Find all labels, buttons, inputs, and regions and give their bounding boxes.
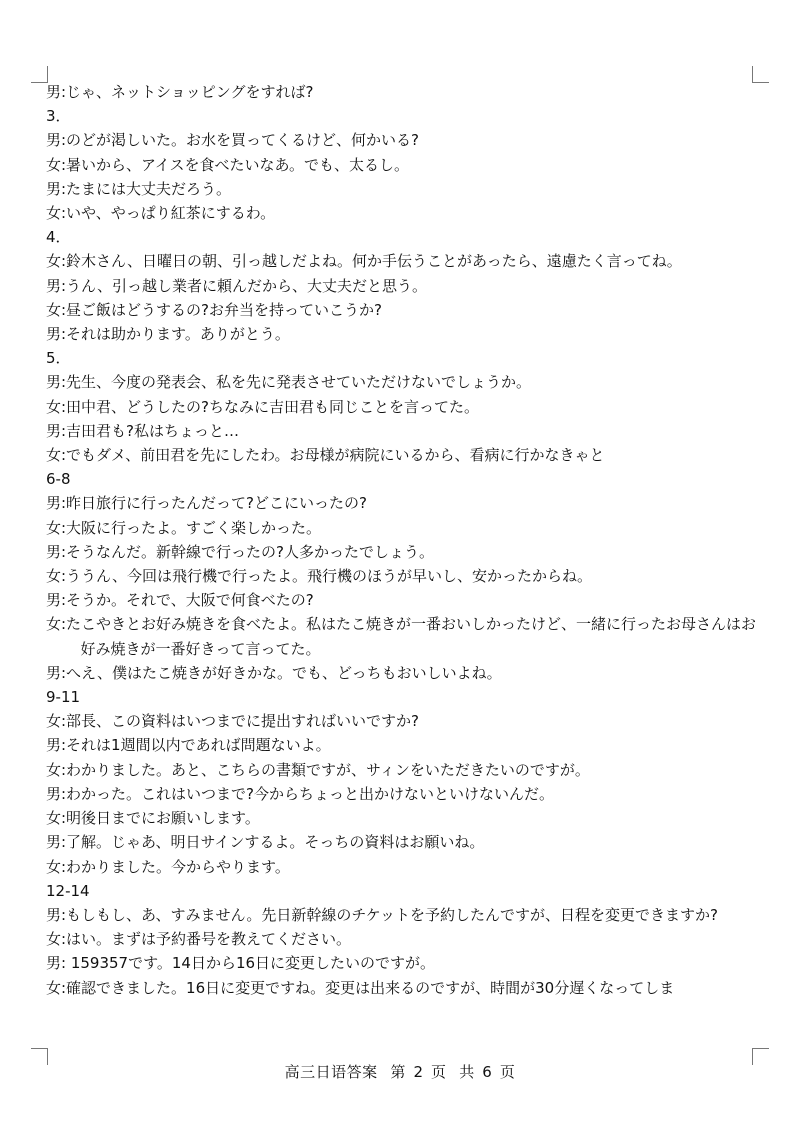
text-line: 男:それは1週間以内であれば問題ないよ。 — [46, 736, 331, 755]
section-number: 12-14 — [46, 881, 90, 900]
text-line: 女:でもダメ、前田君を先にしたわ。お母様が病院にいるから、看病に行かなきゃと — [46, 446, 605, 465]
text-line: 女:大阪に行ったよ。すごく楽しかった。 — [46, 518, 322, 537]
section-number: 4． — [46, 228, 71, 247]
text-line: 女:たこやきとお好み焼きを食べたよ。私はたこ焼きが一番おいしかったけど、一緒に行ったお母さんはお好み焼きが一番好きって言ってた。 — [46, 615, 757, 658]
text-line: 女:ううん、今回は飛行機で行ったよ。飛行機のほうが早いし、安かったからね。 — [46, 567, 592, 586]
text-line: 男:じゃ、ネットショッピングをすれば? — [46, 83, 314, 101]
text-line: 男:たまには大丈夫だろう。 — [46, 179, 232, 198]
text-line: 女:いや、やっぱり紅茶にするわ。 — [46, 204, 276, 223]
footer-page-unit: 页 — [430, 1063, 447, 1081]
text-line: 男:そうか。それで、大阪で何食べたの? — [46, 591, 314, 610]
section-number: 6-8 — [46, 470, 71, 489]
footer-total-prefix: 共 — [459, 1063, 475, 1081]
text-line: 女:田中君、どうしたの?ちなみに吉田君も同じことを言ってた。 — [46, 397, 480, 416]
text-line: 男:へえ、僕はたこ焼きが好きかな。でも、どっちもおいしいよね。 — [46, 663, 502, 682]
document-body — [46, 80, 758, 1000]
text-line: 女:部長、この資料はいつまでに提出すればいいですか? — [46, 712, 420, 731]
footer-page-prefix: 第 — [390, 1063, 406, 1081]
text-line: 男:了解。じゃあ、明日サインするよ。そっちの資料はお願いね。 — [46, 833, 485, 852]
text-line: 女:鈴木さん、日曜日の朝、引っ越しだよね。何か手伝うことがあったら、遠慮たく言ってね。 — [46, 252, 682, 271]
section-number: 3． — [46, 107, 71, 126]
footer-total-pages: 6 — [482, 1063, 493, 1081]
text-line: 男:もしもし、あ、すみません。先日新幹線のチケットを予約したんですが、日程を変更できますか? — [46, 905, 718, 924]
footer-title: 高三日语答案 — [284, 1063, 378, 1081]
section-number: 5． — [46, 349, 71, 368]
text-line: 男:それは助かります。ありがとう。 — [46, 325, 290, 344]
text-line: 女:明後日までにお願いします。 — [46, 809, 260, 828]
text-line: 男:わかった。これはいつまで?今からちょっと出かけないといけないんだ。 — [46, 784, 555, 803]
text-line: 男:昨日旅行に行ったんだって?どこにいったの? — [46, 494, 367, 513]
text-line: 女:わかりました。あと、こちらの書類ですが、サィンをいただきたいのですが。 — [46, 760, 590, 779]
footer-total-unit: 页 — [499, 1063, 516, 1081]
page-footer — [0, 1061, 800, 1082]
text-line: 男:そうなんだ。新幹線で行ったの?人多かったでしょう。 — [46, 542, 435, 561]
text-line: 男: 159357です。14日から16日に変更したいのですが。 — [46, 954, 436, 973]
section-number: 9-11 — [46, 688, 81, 707]
footer-page-number: 2 — [413, 1063, 424, 1081]
text-line: 女:暑いから、アイスを食べたいなあ。でも、太るし。 — [46, 155, 409, 174]
text-line: 男:のどが渇しいた。お水を買ってくるけど、何かいる? — [46, 131, 420, 150]
text-line: 女:確認できました。16日に変更ですね。変更は出来るのですが、時間が30分遅くなってしま — [46, 978, 675, 997]
text-line: 女:はい。まずは予約番号を教えてください。 — [46, 930, 352, 949]
text-line: 男:先生、今度の発表会、私を先に発表させていただけないでしょうか。 — [46, 373, 532, 392]
text-line: 女:わかりました。今からやります。 — [46, 857, 290, 876]
text-line: 男:うん、引っ越し業者に頼んだから、大丈夫だと思う。 — [46, 276, 427, 295]
text-line: 男:吉田君も?私はちょっと… — [46, 421, 240, 440]
text-line: 女:昼ご飯はどうするの?お弁当を持っていこうか? — [46, 300, 382, 319]
